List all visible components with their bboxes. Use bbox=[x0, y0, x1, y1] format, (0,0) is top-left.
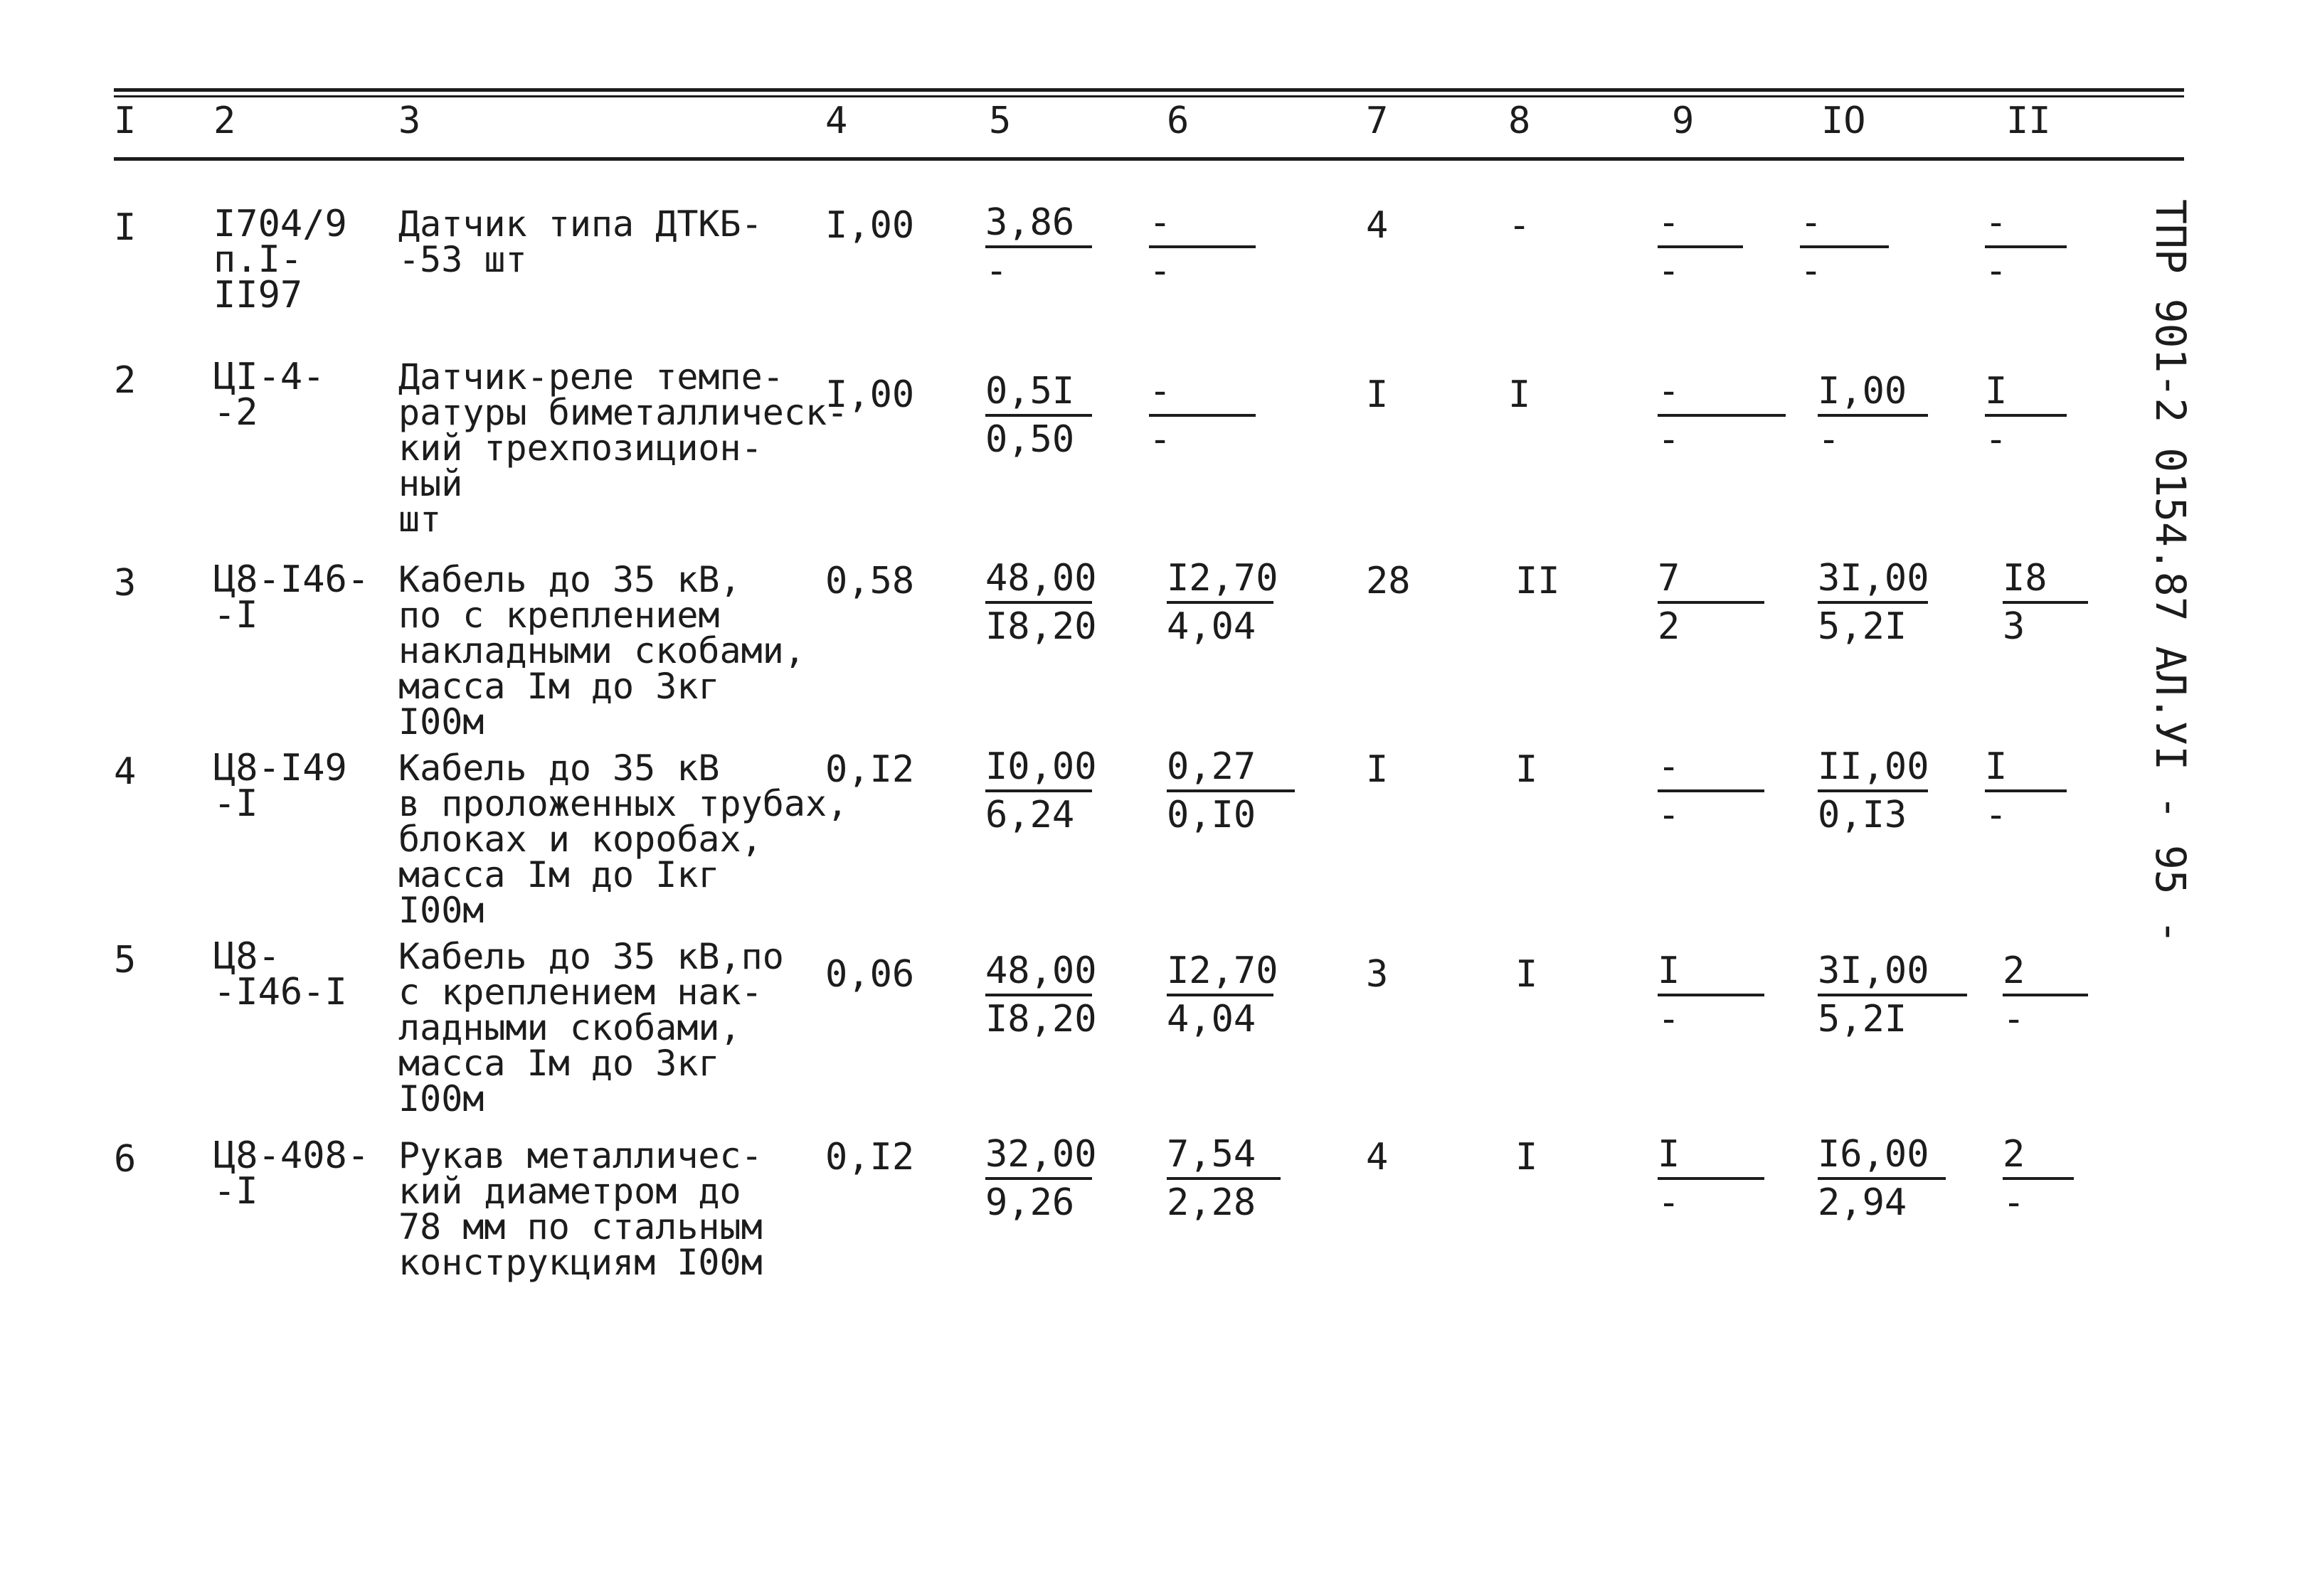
row-description: Кабель до 35 кВ в проложенных трубах, блоках и коробах, масса Iм до Iкг I00м bbox=[398, 748, 849, 931]
row-col11-fraction: 2 - bbox=[2003, 1133, 2074, 1225]
row-col6-fraction: - - bbox=[1149, 201, 1256, 294]
row-number: 5 bbox=[114, 939, 137, 981]
row-code: I704/9 п.I- II97 bbox=[213, 203, 347, 316]
row-description: Датчик-реле темпе- ратуры биметаллическ- кий трехпозицион- ный шт bbox=[398, 356, 849, 540]
row-number: 4 bbox=[114, 750, 137, 793]
row-col8: I bbox=[1515, 1136, 1538, 1179]
row-col11-fraction: 2 - bbox=[2003, 949, 2088, 1042]
row-col10-fraction: $\frac{I6,00}{2,94}$ bbox=[1818, 1133, 1946, 1225]
row-col6-fraction: $\frac{7,54}{2,28}$ bbox=[1167, 1133, 1281, 1225]
row-code: Ц8-I46- -I bbox=[213, 558, 370, 637]
row-coefficient: 0,I2 bbox=[825, 1136, 915, 1179]
row-coefficient: 0,I2 bbox=[825, 748, 915, 791]
row-col9-fraction: - - bbox=[1658, 745, 1764, 838]
row-col7: 4 bbox=[1366, 1136, 1389, 1179]
row-number: 6 bbox=[114, 1138, 137, 1181]
header-col-3: 3 bbox=[398, 100, 421, 142]
row-description: Рукав металличес- кий диаметром до 78 мм по стальным конструкциям I00м bbox=[398, 1135, 763, 1283]
row-description: Кабель до 35 кВ,по с креплением нак- ладными скобами, масса Iм до 3кг I00м bbox=[398, 936, 784, 1119]
row-col11-fraction: - - bbox=[1985, 201, 2067, 294]
header-col-4: 4 bbox=[825, 100, 848, 142]
header-col-9: 9 bbox=[1672, 100, 1695, 142]
row-coefficient: I,00 bbox=[825, 204, 915, 247]
row-col7: 28 bbox=[1366, 560, 1411, 602]
row-col7: 4 bbox=[1366, 204, 1389, 247]
row-col11-fraction: I - bbox=[1985, 370, 2067, 462]
header-col-1: I bbox=[114, 100, 137, 142]
row-col10-fraction: $\frac{3I,00}{5,2I}$ bbox=[1818, 557, 1929, 648]
row-col8: I bbox=[1508, 373, 1531, 416]
header-col-6: 6 bbox=[1167, 100, 1190, 142]
row-col10-fraction: $\frac{II,00}{0,I3}$ bbox=[1818, 745, 1929, 836]
side-document-label bbox=[2138, 199, 2202, 945]
row-col11-fraction: I - bbox=[1985, 745, 2067, 838]
header-col-2: 2 bbox=[213, 100, 236, 142]
row-col10-fraction: - - bbox=[1800, 201, 1889, 294]
row-col5-fraction: $\frac{I0,00}{6,24}$ bbox=[985, 745, 1097, 836]
row-col5-fraction: $\frac{0,5I}{0,50}$ bbox=[985, 370, 1092, 462]
row-col9-fraction: - - bbox=[1658, 370, 1786, 462]
row-coefficient: 0,06 bbox=[825, 953, 915, 996]
row-col8: I bbox=[1515, 953, 1538, 996]
row-col11-fraction: $\frac{I8}{3}$ bbox=[2003, 557, 2088, 649]
table-top-rule-inner bbox=[114, 95, 2184, 97]
header-col-11: II bbox=[2006, 100, 2051, 142]
row-col6-fraction: $\frac{0,27}{0,I0}$ bbox=[1167, 745, 1295, 838]
row-code: ЦI-4- -2 bbox=[213, 356, 325, 434]
table-top-rule bbox=[114, 88, 2184, 92]
row-coefficient: 0,58 bbox=[825, 560, 915, 602]
row-number: 2 bbox=[114, 359, 137, 402]
row-col5-fraction: $\frac{32,00}{9,26}$ bbox=[985, 1133, 1097, 1224]
row-col8: II bbox=[1515, 560, 1560, 602]
row-number: I bbox=[114, 206, 137, 249]
row-description: Кабель до 35 кВ, по с креплением накладными скобами, масса Iм до 3кг I00м bbox=[398, 559, 805, 743]
header-bottom-rule bbox=[114, 157, 2184, 161]
header-col-5: 5 bbox=[989, 100, 1012, 142]
row-col10-fraction: $\frac{3I,00}{5,2I}$ bbox=[1818, 949, 1967, 1042]
row-col6-fraction: - - bbox=[1149, 370, 1256, 462]
row-code: Ц8- -I46-I bbox=[213, 935, 347, 1014]
row-col8: I bbox=[1515, 748, 1538, 791]
row-number: 3 bbox=[114, 562, 137, 605]
document-code-page-number: ТПР 901-2 0154.87 АЛ.УI - 95 - bbox=[2146, 199, 2195, 945]
row-col5-fraction: 3,86 - bbox=[985, 201, 1092, 294]
row-col5-fraction: $\frac{48,00}{I8,20}$ bbox=[985, 557, 1097, 648]
row-col8: - bbox=[1508, 204, 1531, 247]
header-col-8: 8 bbox=[1508, 100, 1531, 142]
row-col7: I bbox=[1366, 373, 1389, 416]
row-col9-fraction: I - bbox=[1658, 949, 1764, 1042]
row-code: Ц8-I49 -I bbox=[213, 747, 347, 825]
row-code: Ц8-408- -I bbox=[213, 1134, 370, 1213]
row-col7: 3 bbox=[1366, 953, 1389, 996]
row-col9-fraction: I - bbox=[1658, 1133, 1764, 1225]
row-coefficient: I,00 bbox=[825, 373, 915, 416]
row-col6-fraction: $\frac{I2,70}{4,04}$ bbox=[1167, 949, 1278, 1041]
row-col6-fraction: $\frac{I2,70}{4,04}$ bbox=[1167, 557, 1278, 648]
row-col9-fraction: - - bbox=[1658, 201, 1743, 294]
row-col7: I bbox=[1366, 748, 1389, 791]
row-col5-fraction: $\frac{48,00}{I8,20}$ bbox=[985, 949, 1097, 1041]
row-col9-fraction: $\frac{7}{2}$ bbox=[1658, 557, 1764, 649]
row-description: Датчик типа ДТКБ- -53 шт bbox=[398, 203, 763, 280]
header-col-10: IO bbox=[1821, 100, 1866, 142]
header-col-7: 7 bbox=[1366, 100, 1389, 142]
row-col10-fraction: I,00 - bbox=[1818, 370, 1928, 462]
